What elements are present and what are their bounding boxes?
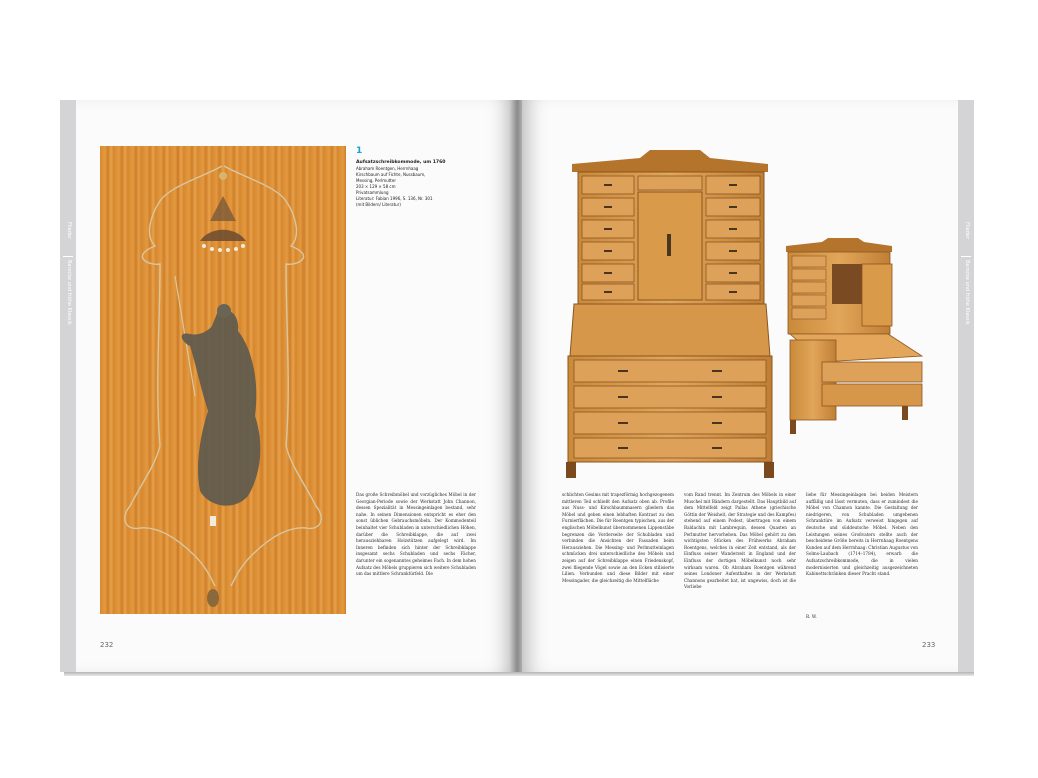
secretary-desk-photos — [522, 100, 958, 490]
caption-line: Abraham Roentgen, Herrnhaag — [356, 166, 419, 171]
right-page-edge — [958, 100, 974, 672]
right-side-tab-1: Flieder — [964, 222, 970, 240]
caption-line: 203 × 129 × 58 cm — [356, 184, 396, 189]
page-number-left: 232 — [100, 641, 114, 649]
body-text-column-2: vom Rand trennt. Im Zentrum des Möbels in einer Muschel mit Bändern dargestellt. Das Hauptbild auf dem Mittelfeld zeigt Pallas Athene (griechische Göttin der Weisheit, der Strategie und des Kampfes) stehend auf einem Podest, übertragen von einem Baldachin mit Lambrequin, dessen Quasten an Perlmutter hervorheben. Das Möbel gehört zu den wichtigsten Stücken des Frühwerks Abraham Roentgens, welches in einer Zeit entstand, als der Einfluss seiner Wanderzeit in England und der Einfluss der dortigen Möbelkunst noch sehr wirksam waren. Ob Abraham Roentgen während seines Londoner Aufenthaltes in der Werkstatt Channons gearbeitet hat, ist ungewiss, doch ist die Vorliebe — [684, 492, 796, 590]
caption-line: Messing, Perlmutter — [356, 178, 396, 183]
author-signature: R. W. — [806, 614, 817, 619]
right-side-tab-2: Barocke und frühe Klassik — [964, 260, 970, 325]
right-page — [522, 100, 958, 672]
right-tab-divider — [961, 256, 971, 257]
caption-title: Aufsatzschreibkommode, um 1760 — [356, 160, 446, 165]
body-text-column-3: liebe für Messingeinlagen bei beiden Meistern auffällig und lässt vermuten, dass er zumindest die Möbel von Channon kannte. Die Gestaltung der niedrigeren, von Schubladen umgebenen Schranktüre im Aufsatz verweist hingegen auf deutsche und süddeutsche Möbel. Neben den Leistungen seines Großvaters stellte auch der bescheidene Größe bereits in Herrnhaag Roentgens Kunden auf dem Herrnhaag: Christian Augustus von Solms-Laubach (1714–1784), erwarb die Aufsatzschreibkommode, die in vielen modernisierten und gleichzeitig ausgezeichneten Kabinettschränken dieser Pracht stand. — [806, 492, 918, 577]
left-side-tab-1: Flieder — [66, 222, 72, 240]
left-tab-divider — [63, 256, 73, 257]
left-page-edge — [60, 100, 76, 672]
marquetry-panel-image — [100, 146, 346, 614]
caption-line: Privatsammlung — [356, 190, 389, 195]
page-number-right: 233 — [922, 641, 936, 649]
caption-line: Literatur: Fabian 1996, S. 136, Nr. 301 — [356, 196, 433, 201]
open-book — [60, 100, 974, 676]
caption-number: 1 — [356, 146, 363, 156]
caption-line: (mit Bildern/ Literatur) — [356, 202, 401, 207]
body-text-column-1: schlichten Gesims mit trapezförmig hochgezogenem mittleren Teil schließt den Aufsatz oben ab. Profile aus Nuss- und Kirschbaummasern gliedern das Möbel und geben einen lebhaften Kontrast zu den Furnierflächen. Die für Roentgen typischen, aus der englischen Möbelkunst übernommenen Lippenstäbe begrenzen die Vorderseite der Schubladen und verbinden die Ansichten der Fassaden beim Herausziehen. Die Messing- und Perlmutteinlagen schmücken drei unterschiedliche des Möbels und zeigen auf der Schreibklappe einen Friedenskopf, zwei fliegende Vögel sowie an den Ecken stilisierte Lilien. Verbunden und diese Bilder mit einer Messingader, die gleichzeitig die Mittelfläche — [562, 492, 674, 583]
caption-line: Kirschbaum auf Fichte, Nussbaum, — [356, 172, 426, 177]
left-page — [76, 100, 514, 672]
body-text-column: Das große Schreibmöbel und vorzügliches Möbel in der Georgian-Periode sowie der Werkstatt John Channon, dessen Spezialität in Messingeinlagen bestand, sehr nahe. In seinen Dimensionen entspricht es eher den sonst üblichen Gebrauchsmöbeln. Der Kommodenteil beinhaltet vier Schubladen in unterschiedlichen Höhen, darüber die Schreibklappe, die auf zwei herausziehbaren Holzstützen aufgelegt wird. Im Inneren befinden sich hinter der Schreibklappe insgesamt sechs Schubladen und sechs Fächer, darunter ein sogenanntes geheimes Fach. In dem hohen Aufsatz des Möbels gruppieren sich weitere Schubladen um das mittlere Schranktürfeld. Die — [356, 492, 476, 577]
left-side-tab-2: Barocke und frühe Klassik — [66, 260, 72, 325]
caption — [356, 160, 506, 208]
